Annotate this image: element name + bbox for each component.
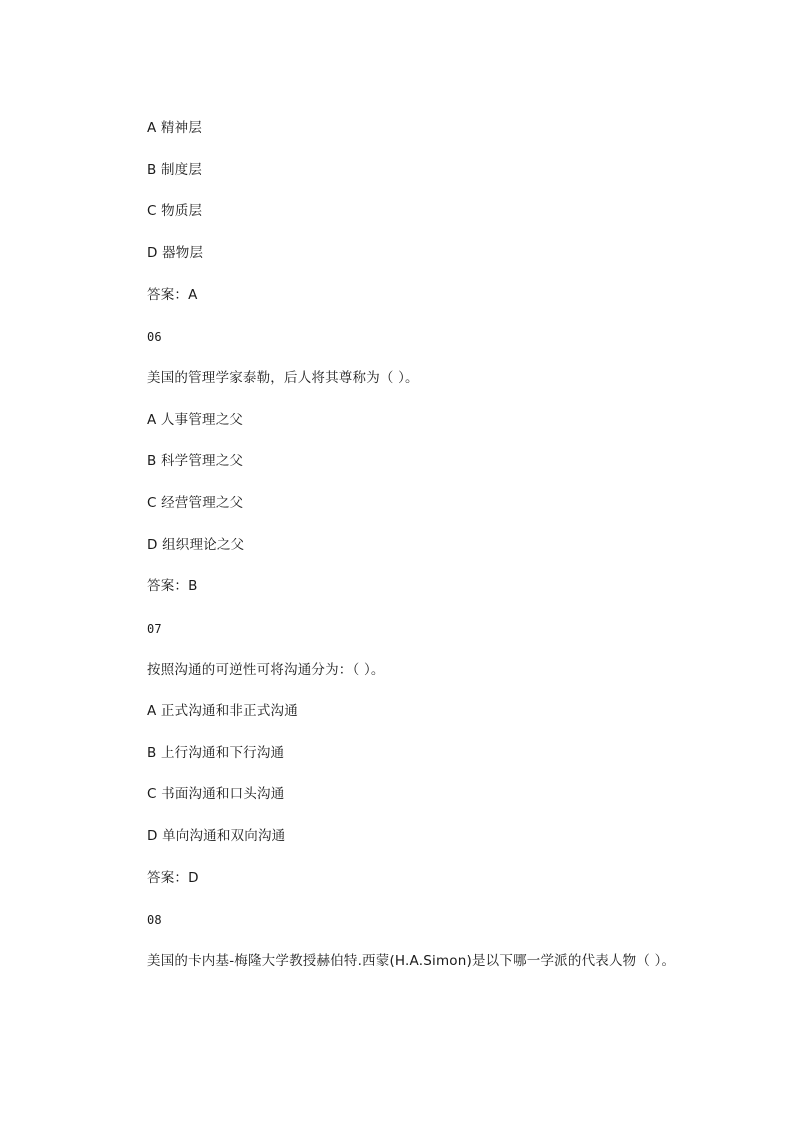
option-c: C 书面沟通和口头沟通 — [147, 786, 285, 802]
option-a: A 人事管理之父 — [147, 412, 244, 428]
option-d: D 器物层 — [147, 245, 204, 261]
question-text: 按照沟通的可逆性可将沟通分为：（ ）。 — [147, 662, 385, 678]
question-text: 美国的管理学家泰勒，后人将其尊称为（ ）。 — [147, 370, 419, 386]
option-b: B 上行沟通和下行沟通 — [147, 745, 285, 761]
option-b: B 科学管理之父 — [147, 453, 244, 469]
option-c: C 物质层 — [147, 203, 203, 219]
option-d: D 组织理论之父 — [147, 537, 245, 553]
question-number: 07 — [147, 622, 162, 636]
option-d: D 单向沟通和双向沟通 — [147, 828, 286, 844]
answer-line: 答案：D — [147, 870, 199, 886]
question-text: 美国的卡内基-梅隆大学教授赫伯特.西蒙(H.A.Simon)是以下哪一学派的代表人物（ ）。 — [147, 953, 676, 969]
option-c: C 经营管理之父 — [147, 495, 244, 511]
answer-line: 答案：A — [147, 287, 198, 303]
option-b: B 制度层 — [147, 162, 203, 178]
question-number: 08 — [147, 913, 162, 927]
option-a: A 精神层 — [147, 120, 203, 136]
question-number: 06 — [147, 330, 162, 344]
option-a: A 正式沟通和非正式沟通 — [147, 703, 298, 719]
answer-line: 答案：B — [147, 578, 198, 594]
